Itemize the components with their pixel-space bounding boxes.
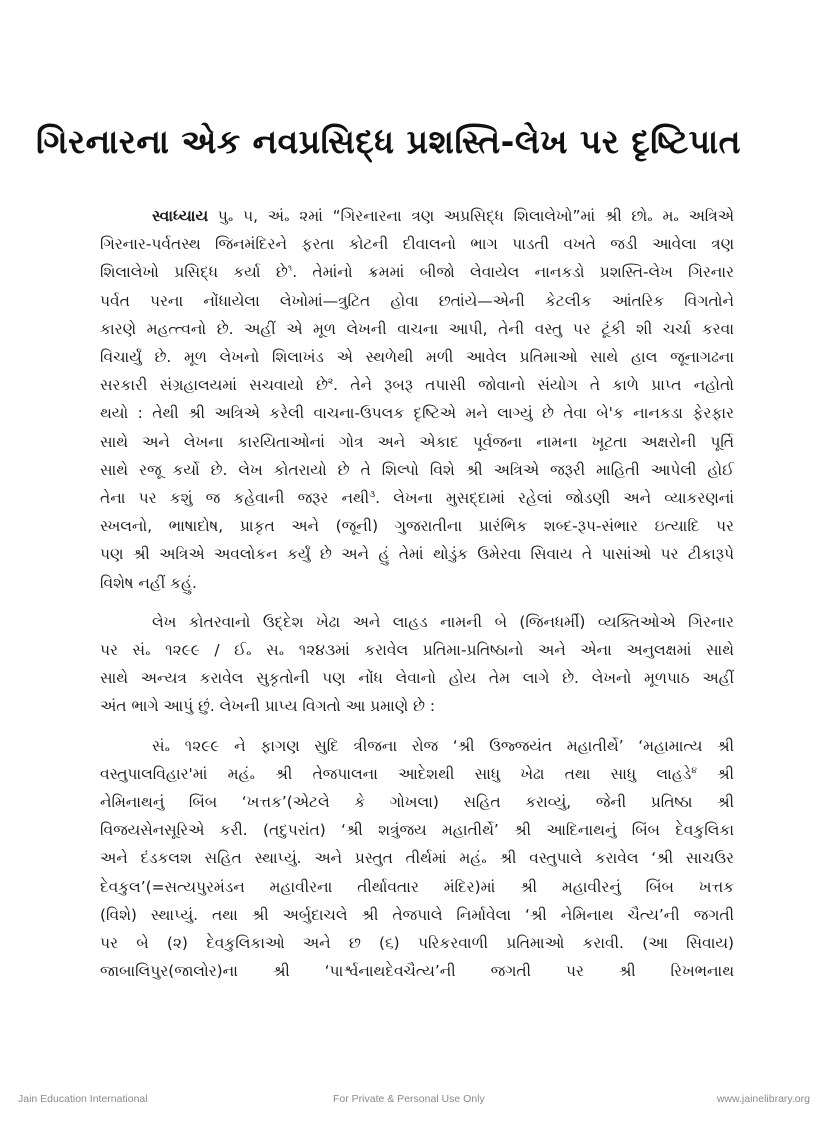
text-line: સરકારી સંગ્રહાલયમાં સચવાયો છે$^૨$. તેને રૂબરૂ તપાસી જોવાનો સંયોગ તે કાળે પ્રાપ્ત નહોતો (100, 376, 735, 395)
text-line: વિચાર્યું છે. મૂળ લેખનો શિલાખંડ એ સ્થળેથી મળી આવેલ પ્રતિમાઓ સાથે હાલ જૂનાગઢના (100, 348, 734, 367)
text-line: દેવકુલ’(=સત્યપુરમંડન મહાવીરના તીર્થાવતાર મંદિર)માં શ્રી મહાવીરનું બિંબ ખત્તક (100, 877, 734, 896)
footnote-ref: ૪ (691, 765, 697, 776)
text-line: પર્વત પરના નોંધાયેલા લેખોમાં—ત્રુટિત હોવા છતાંયે—એની કેટલીક આંતરિક વિગતોને (100, 291, 734, 310)
text-line: નેમિનાથનું બિંબ ‘ખત્તક’(એટલે કે ગોખલા) સહિત કરાવ્યું, જેની પ્રતિષ્ઠા શ્રી (100, 793, 734, 812)
paragraph-3 (100, 732, 734, 986)
text-line: સં૰ ૧૨૯૯ ને ફાગણ સુદિ ત્રીજના રોજ ‘શ્રી ઉજ્જયંત મહાતીર્થે’ ‘મહામાત્ય શ્રી (152, 736, 734, 755)
text-line: (વિશે) સ્થાપ્યું. તથા શ્રી અર્બુદાચલે શ્રી તેજપાલે નિર્માવેલા ‘શ્રી નેમિનાથ ચૈત્ય’ની જગતી (100, 905, 734, 924)
text-line: સાથે અને લેખના કારયિતાઓનાં ગોત્ર અને એકાદ પૂર્વજના નામના ખૂટતા અક્ષરોની પૂર્તિ (100, 432, 734, 451)
footnote-ref: ૩ (369, 489, 376, 500)
paragraph-spacer (100, 721, 734, 732)
footer-usage-note: For Private & Personal Use Only (333, 1093, 485, 1105)
text-line: લેખ કોતરવાનો ઉદ્દેશ ખેઢા અને લાહડ નામની બે (જિનધર્મી) વ્યક્તિઓએ ગિરનાર (152, 612, 734, 631)
text-line: સ્ખલનો, ભાષાદોષ, પ્રાકૃત અને (જૂની) ગુજરાતીના પ્રારંભિક શબ્દ-રૂપ-સંભાર ઇત્યાદિ પર (100, 517, 734, 536)
page-title: ગિરનારના એક નવપ્રસિદ્ધ પ્રશસ્તિ-લેખ પર દૃષ્ટિપાત (36, 122, 742, 162)
footer-publisher: Jain Education International (18, 1093, 148, 1105)
paragraph-2 (100, 608, 734, 721)
article-body (100, 202, 734, 985)
text-line: અને દંડકલશ સહિત સ્થાપ્યું. અને પ્રસ્તુત તીર્થમાં મહં૰ શ્રી વસ્તુપાલે કરાવેલ ‘શ્રી સાચઉર (100, 849, 734, 868)
text-line: પણ શ્રી અત્રિએ અવલોકન કર્યું છે અને હું તેમાં થોડુંક ઉમેરવા સિવાય તે પાસાંઓ પર ટીકારૂપે (100, 545, 734, 564)
text-line: પર બે (૨) દેવકુલિકાઓ અને છ (૬) પરિકરવાળી પ્રતિમાઓ કરાવી. (આ સિવાય) (100, 934, 734, 953)
text-line: પર સં૰ ૧૨૯૯ / ઈ૰ સ૰ ૧૨૪૩માં કરાવેલ પ્રતિમા-પ્રતિષ્ઠાનો અને એના અનુલક્ષમાં સાથે (100, 641, 734, 660)
text-line: અંત ભાગે આપું છું. લેખની પ્રાપ્ય વિગતો આ પ્રમાણે છે : (100, 697, 436, 716)
footnote-ref: ૨ (327, 377, 334, 388)
paragraph-spacer (100, 597, 734, 608)
paragraph-1 (100, 202, 734, 597)
journal-name: સ્વાધ્યાય (152, 207, 209, 225)
text-line: વિશેષ નહીં કહું. (100, 573, 197, 592)
text-line: કારણે મહત્ત્વનો છે. અહીં એ મૂળ લેખની વાચના આપી, તેની વસ્તુ પર ટૂંકી શી ચર્ચા કરવા (100, 319, 734, 338)
text-line: વસ્તુપાલવિહાર'માં મહં૰ શ્રી તેજપાલના આદેશથી સાધુ ખેઢા તથા સાધુ લાહડે$^૪$ શ્રી (100, 764, 734, 783)
text-line: સાથે રજૂ કર્યો છે. લેખ કોતરાયો છે તે શિલ્પો વિશે શ્રી અત્રિએ જરૂરી માહિતી આપેલી હોઈ (100, 460, 734, 479)
footer-website-link[interactable]: www.jainelibrary.org (716, 1093, 810, 1105)
text-line: જાબાલિપુર(જાલોર)ના શ્રી ‘પાર્શ્વનાથદેવચૈત્ય’ની જગતી પર શ્રી રિખભનાથ (100, 962, 734, 981)
text-line: વિજયસેનસૂરિએ કરી. (તદુપરાંત) ‘શ્રી શત્રુંજય મહાતીર્થે’ શ્રી આદિનાથનું બિંબ દેવકુલિકા (100, 821, 734, 840)
footnote-ref: ૧ (287, 264, 293, 275)
text-line: ગિરનાર-પર્વતસ્થ જિનમંદિરને ફરતા કોટની દીવાલનો ભાગ પાડતી વખતે જડી આવેલા ત્રણ (100, 235, 734, 254)
text-line: થયો : તેથી શ્રી અત્રિએ કરેલી વાચના-ઉપલક દૃષ્ટિએ મને લાગ્યું છે તેવા બે'ક નાનકડા ફેરફાર (100, 404, 734, 423)
text-line: સાથે અન્યત્ર કરાવેલ સુકૃતોની પણ નોંધ લેવાનો હોય તેમ લાગે છે. લેખનો મૂળપાઠ અહીં (100, 669, 734, 688)
text-line: તેના પર કશું જ કહેવાની જરૂર નથી$^૩$. લેખના મુસદ્દામાં રહેલાં જોડણી અને વ્યાકરણનાં (100, 489, 734, 508)
text-line: શિલાલેખો પ્રસિદ્ધ કર્યા છે$^૧$. તેમાંનો ક્રમમાં બીજો લેવાયેલ નાનકડો પ્રશસ્તિ-લેખ ગિરનાર (100, 263, 734, 282)
text-line: સ્વાધ્યાય પુ૰ ૫, અં૰ ૨માં “ગિરનારના ત્રણ અપ્રસિદ્ધ શિલાલેખો”માં શ્રી છો૰ મ૰ અત્રિએ (152, 207, 734, 225)
